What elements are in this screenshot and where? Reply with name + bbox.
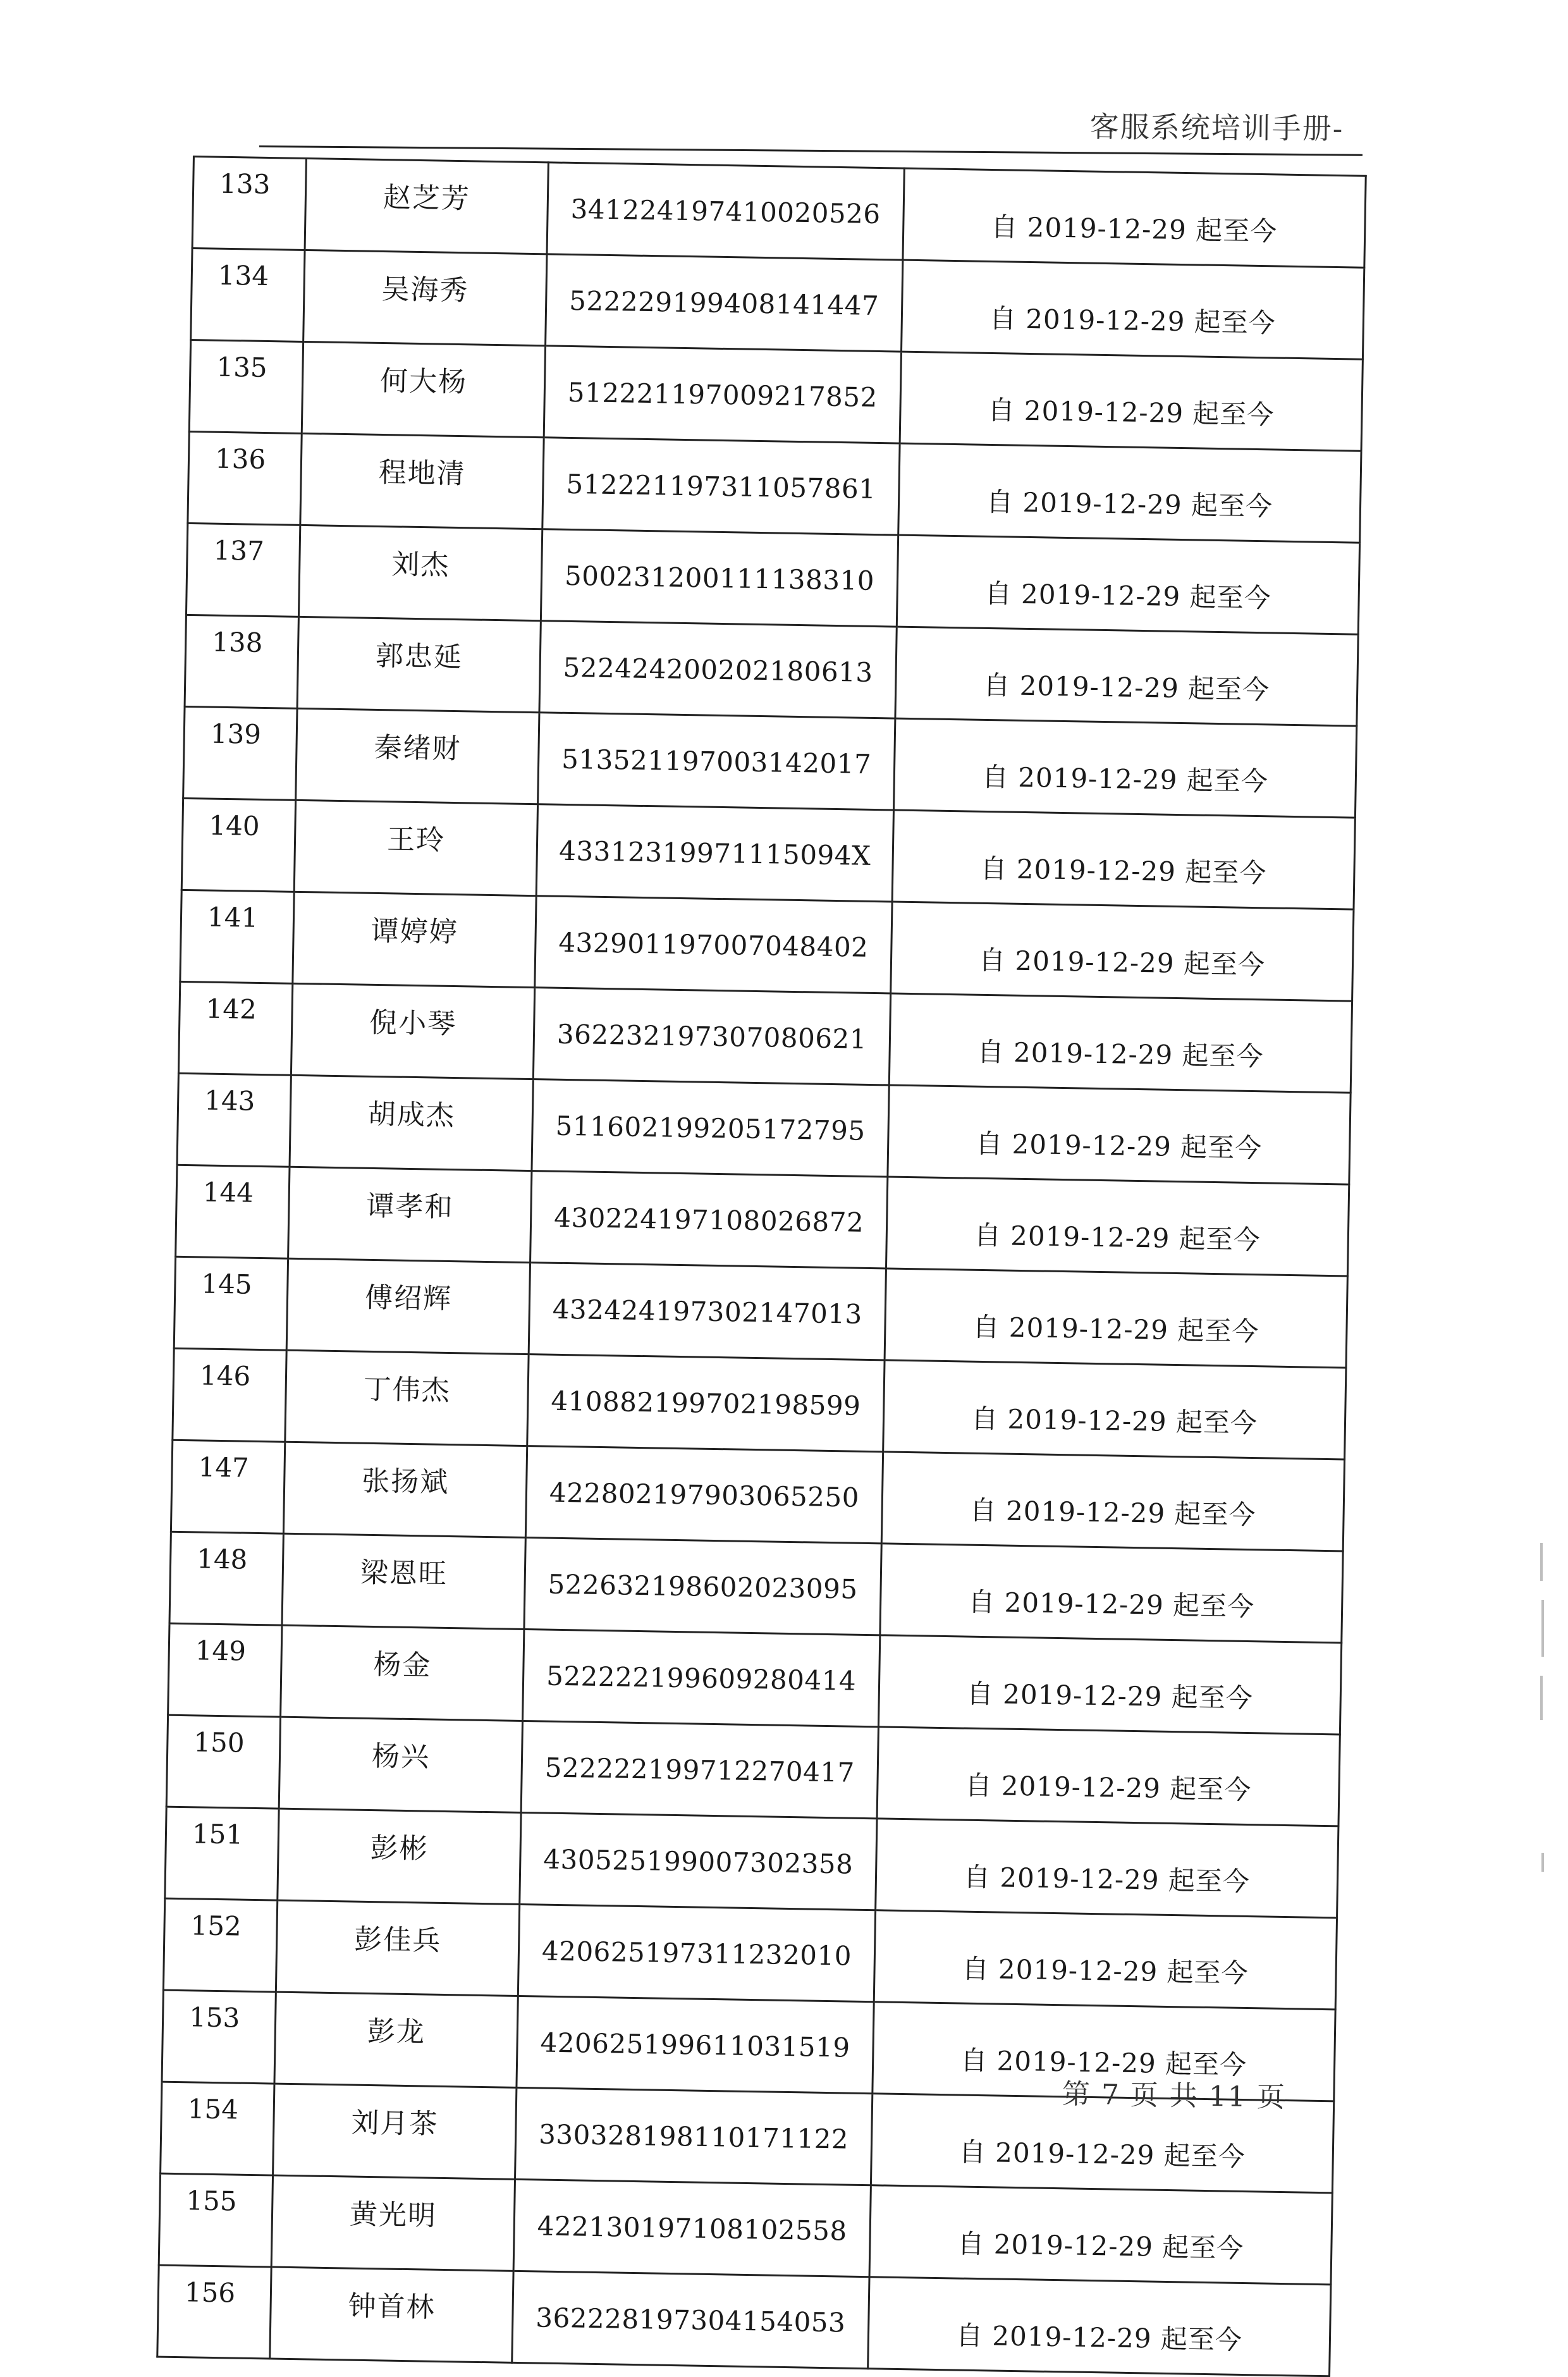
name-cell: 杨金 [281, 1625, 524, 1721]
name-cell: 程地清 [300, 433, 544, 529]
id-number-cell: 341224197410020526 [547, 163, 904, 260]
row-number-cell: 143 [177, 1073, 291, 1167]
name-cell: 彭龙 [274, 1992, 518, 2087]
id-number-cell: 330328198110171122 [515, 2087, 873, 2185]
row-number-cell: 152 [163, 1898, 277, 1992]
row-number-cell: 154 [161, 2082, 274, 2175]
row-number-cell: 136 [188, 431, 302, 525]
period-cell: 自 2019-12-29 起至今 [869, 2185, 1332, 2285]
period-cell: 自 2019-12-29 起至今 [878, 1635, 1341, 1735]
period-cell: 自 2019-12-29 起至今 [892, 810, 1355, 909]
row-number-cell: 141 [180, 890, 294, 983]
scan-artifact [1540, 1676, 1543, 1720]
name-cell: 彭彬 [278, 1809, 521, 1904]
period-cell: 自 2019-12-29 起至今 [889, 993, 1352, 1093]
period-cell: 自 2019-12-29 起至今 [891, 902, 1354, 1001]
period-cell: 自 2019-12-29 起至今 [900, 352, 1363, 451]
name-cell: 黄光明 [271, 2175, 515, 2271]
row-number-cell: 155 [159, 2173, 273, 2267]
period-cell: 自 2019-12-29 起至今 [886, 1177, 1349, 1276]
row-number-cell: 153 [162, 1990, 276, 2084]
id-number-cell: 522229199408141447 [546, 254, 903, 352]
id-number-cell: 422130197108102558 [513, 2179, 871, 2276]
id-number-cell: 432424197302147013 [529, 1263, 886, 1360]
scan-artifact [1541, 1600, 1544, 1657]
scan-artifact [1540, 1543, 1543, 1581]
id-number-cell: 362228197304154053 [512, 2271, 869, 2368]
row-number-cell: 146 [173, 1348, 286, 1442]
scan-artifact [1541, 1853, 1544, 1872]
id-number-cell: 410882199702198599 [527, 1354, 885, 1452]
name-cell: 谭孝和 [288, 1167, 532, 1262]
id-number-cell: 512221197311057861 [542, 438, 900, 535]
row-number-cell: 142 [178, 981, 292, 1075]
period-cell: 自 2019-12-29 起至今 [897, 535, 1359, 634]
name-cell: 谭婷婷 [293, 892, 536, 987]
name-cell: 傅绍辉 [286, 1258, 530, 1354]
period-cell: 自 2019-12-29 起至今 [888, 1085, 1351, 1184]
period-cell: 自 2019-12-29 起至今 [898, 443, 1361, 543]
id-number-cell: 432901197007048402 [535, 896, 892, 993]
row-number-cell: 133 [192, 157, 306, 250]
row-number-cell: 145 [174, 1256, 288, 1350]
name-cell: 钟首林 [270, 2267, 513, 2362]
period-cell: 自 2019-12-29 起至今 [877, 1727, 1340, 1826]
period-cell: 自 2019-12-29 起至今 [902, 260, 1364, 359]
name-cell: 何大杨 [302, 341, 545, 437]
id-number-cell: 430525199007302358 [520, 1812, 877, 1910]
period-cell: 自 2019-12-29 起至今 [876, 1819, 1338, 1918]
name-cell: 倪小琴 [291, 983, 534, 1079]
id-number-cell: 362232197307080621 [533, 988, 890, 1085]
id-number-cell: 420625199611031519 [517, 1996, 874, 2093]
name-cell: 彭佳兵 [276, 1900, 519, 1996]
page-header [259, 95, 1363, 156]
name-cell: 王玲 [294, 800, 537, 895]
row-number-cell: 147 [171, 1440, 285, 1533]
row-number-cell: 135 [189, 340, 303, 433]
period-cell: 自 2019-12-29 起至今 [873, 2002, 1335, 2101]
name-cell: 梁恩旺 [282, 1533, 525, 1629]
id-number-cell: 522632198602023095 [524, 1538, 881, 1635]
id-number-cell: 522424200202180613 [539, 621, 897, 718]
page-number: 第 7 页 共 11 页 [1062, 2078, 1287, 2114]
name-cell: 刘月茶 [273, 2084, 517, 2179]
row-number-cell: 138 [185, 615, 298, 708]
roster-table [156, 156, 1366, 2377]
period-cell: 自 2019-12-29 起至今 [893, 718, 1356, 818]
id-number-cell: 522222199609280414 [523, 1630, 880, 1727]
period-cell: 自 2019-12-29 起至今 [868, 2277, 1331, 2376]
period-cell: 自 2019-12-29 起至今 [874, 1910, 1337, 2010]
row-number-cell: 140 [181, 798, 295, 892]
row-number-cell: 144 [176, 1165, 290, 1258]
period-cell: 自 2019-12-29 起至今 [903, 168, 1366, 267]
period-cell: 自 2019-12-29 起至今 [880, 1544, 1343, 1643]
id-number-cell: 420625197311232010 [518, 1904, 875, 2001]
row-number-cell: 149 [168, 1623, 282, 1717]
row-number-cell: 139 [183, 706, 297, 800]
name-cell: 张扬斌 [283, 1442, 527, 1537]
row-number-cell: 148 [169, 1532, 283, 1625]
id-number-cell: 513521197003142017 [538, 713, 895, 810]
row-number-cell: 151 [165, 1807, 279, 1900]
roster-table-body [157, 157, 1366, 2376]
id-number-cell: 512221197009217852 [544, 346, 901, 443]
row-number-cell: 137 [186, 523, 300, 617]
table-row [157, 2265, 1331, 2376]
header-title: 客服系统培训手册- [1089, 109, 1344, 146]
name-cell: 胡成杰 [290, 1075, 533, 1170]
id-number-cell: 522222199712270417 [521, 1721, 878, 1818]
name-cell: 丁伟杰 [285, 1350, 529, 1446]
name-cell: 赵芝芳 [305, 158, 548, 254]
roster-table-container [156, 156, 1359, 2377]
name-cell: 郭忠延 [297, 617, 541, 712]
name-cell: 秦绪财 [296, 708, 539, 804]
id-number-cell: 430224197108026872 [530, 1171, 888, 1268]
period-cell: 自 2019-12-29 起至今 [883, 1360, 1346, 1459]
period-cell: 自 2019-12-29 起至今 [881, 1452, 1344, 1551]
row-number-cell: 150 [166, 1715, 280, 1809]
period-cell: 自 2019-12-29 起至今 [895, 627, 1358, 726]
name-cell: 吴海秀 [303, 250, 547, 345]
id-number-cell: 511602199205172795 [532, 1079, 889, 1177]
period-cell: 自 2019-12-29 起至今 [885, 1268, 1347, 1368]
name-cell: 杨兴 [279, 1717, 522, 1812]
name-cell: 刘杰 [298, 525, 542, 620]
period-cell: 自 2019-12-29 起至今 [871, 2094, 1333, 2193]
row-number-cell: 156 [157, 2265, 271, 2359]
id-number-cell: 43312319971115094X [536, 804, 893, 902]
id-number-cell: 500231200111138310 [541, 529, 898, 627]
id-number-cell: 422802197903065250 [525, 1446, 883, 1544]
row-number-cell: 134 [191, 249, 305, 342]
